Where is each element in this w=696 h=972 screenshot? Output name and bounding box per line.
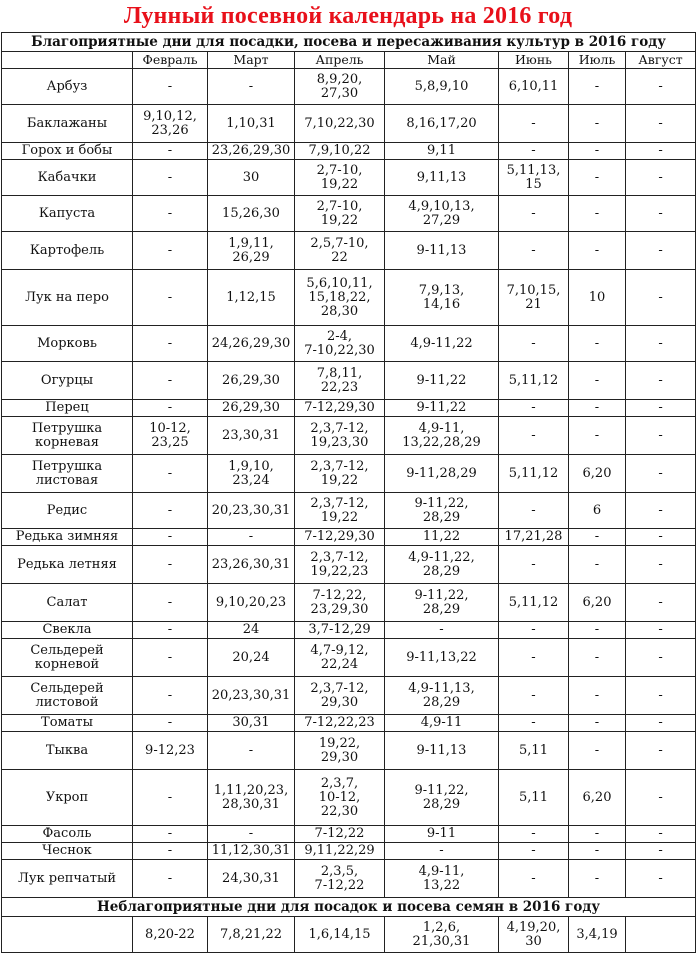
day-cell: -: [626, 455, 696, 493]
day-cell: 30: [208, 160, 295, 196]
crop-name: Горох и бобы: [2, 143, 133, 160]
crop-name: Тыква: [2, 732, 133, 770]
day-cell: -: [133, 622, 208, 639]
day-cell: -: [499, 860, 569, 898]
table-row: [2, 715, 696, 732]
day-cell: 9-11,13: [385, 232, 499, 270]
crop-name: Сельдерей листовой: [2, 677, 133, 715]
day-cell: 9,10,20,23: [208, 584, 295, 622]
day-cell: 5,11: [499, 732, 569, 770]
day-cell: -: [626, 362, 696, 400]
day-cell: -: [499, 546, 569, 584]
day-cell: -: [569, 732, 626, 770]
day-cell: -: [133, 677, 208, 715]
day-cell: -: [569, 143, 626, 160]
unfavorable-day-cell: 4,19,20, 30: [499, 917, 569, 953]
day-cell: 9-11,22, 28,29: [385, 493, 499, 529]
day-cell: -: [133, 546, 208, 584]
crop-name: Арбуз: [2, 69, 133, 105]
day-cell: 9-11: [385, 826, 499, 843]
day-cell: 1,11,20,23, 28,30,31: [208, 770, 295, 826]
unfavorable-day-cell: 1,2,6, 21,30,31: [385, 917, 499, 953]
crop-name: Огурцы: [2, 362, 133, 400]
day-cell: 2,3,7-12, 19,23,30: [295, 417, 385, 455]
unfavorable-days-heading: Неблагоприятные дни для посадок и посева семян в 2016 году: [2, 898, 696, 917]
table-row: [2, 732, 696, 770]
day-cell: -: [626, 546, 696, 584]
crop-name: Томаты: [2, 715, 133, 732]
day-cell: 6: [569, 493, 626, 529]
day-cell: 7-12,22: [295, 826, 385, 843]
day-cell: 9-11,28,29: [385, 455, 499, 493]
day-cell: 24,30,31: [208, 860, 295, 898]
day-cell: -: [499, 715, 569, 732]
day-cell: -: [626, 493, 696, 529]
day-cell: -: [133, 770, 208, 826]
day-cell: 30,31: [208, 715, 295, 732]
crop-name: Петрушка корневая: [2, 417, 133, 455]
table-row: [2, 143, 696, 160]
day-cell: 10: [569, 270, 626, 326]
day-cell: 9-11,13: [385, 732, 499, 770]
table-row: [2, 529, 696, 546]
unfavorable-day-cell: 1,6,14,15: [295, 917, 385, 953]
table-row: [2, 105, 696, 143]
day-cell: 7-12,22, 23,29,30: [295, 584, 385, 622]
day-cell: -: [626, 69, 696, 105]
day-cell: -: [133, 160, 208, 196]
day-cell: -: [133, 143, 208, 160]
day-cell: -: [626, 160, 696, 196]
day-cell: -: [133, 196, 208, 232]
table-row: [2, 417, 696, 455]
day-cell: -: [499, 843, 569, 860]
crop-column-header: [2, 52, 133, 69]
day-cell: -: [499, 143, 569, 160]
crop-name: Фасоль: [2, 826, 133, 843]
crop-name: Лук репчатый: [2, 860, 133, 898]
day-cell: -: [626, 732, 696, 770]
day-cell: -: [208, 529, 295, 546]
table-row: [2, 826, 696, 843]
day-cell: -: [133, 270, 208, 326]
day-cell: -: [626, 843, 696, 860]
day-cell: 5,11,12: [499, 362, 569, 400]
day-cell: 2,3,7, 10-12, 22,30: [295, 770, 385, 826]
day-cell: 23,30,31: [208, 417, 295, 455]
day-cell: 2,3,5, 7-12,22: [295, 860, 385, 898]
favorable-days-heading: Благоприятные дни для посадки, посева и пересаживания культур в 2016 году: [2, 33, 696, 52]
day-cell: 23,26,29,30: [208, 143, 295, 160]
day-cell: 6,20: [569, 770, 626, 826]
day-cell: 7-12,22,23: [295, 715, 385, 732]
table-row: [2, 639, 696, 677]
day-cell: -: [626, 529, 696, 546]
day-cell: -: [499, 400, 569, 417]
table-row: [2, 362, 696, 400]
sowing-calendar-table: [1, 32, 696, 953]
day-cell: -: [569, 69, 626, 105]
day-cell: -: [133, 826, 208, 843]
day-cell: -: [626, 677, 696, 715]
table-row: [2, 69, 696, 105]
day-cell: 26,29,30: [208, 362, 295, 400]
table-row: [2, 400, 696, 417]
day-cell: -: [499, 622, 569, 639]
day-cell: 10-12, 23,25: [133, 417, 208, 455]
month-header: Июнь: [499, 52, 569, 69]
day-cell: -: [569, 677, 626, 715]
day-cell: -: [499, 232, 569, 270]
day-cell: 1,10,31: [208, 105, 295, 143]
day-cell: -: [626, 770, 696, 826]
day-cell: -: [133, 843, 208, 860]
table-row: [2, 677, 696, 715]
day-cell: 4,9-11,22, 28,29: [385, 546, 499, 584]
day-cell: 4,9-11, 13,22,28,29: [385, 417, 499, 455]
table-row: [2, 493, 696, 529]
day-cell: -: [569, 546, 626, 584]
day-cell: -: [499, 105, 569, 143]
unfavorable-day-cell: 3,4,19: [569, 917, 626, 953]
day-cell: -: [626, 622, 696, 639]
day-cell: 8,16,17,20: [385, 105, 499, 143]
day-cell: 6,20: [569, 455, 626, 493]
crop-name: Перец: [2, 400, 133, 417]
day-cell: 9,11: [385, 143, 499, 160]
day-cell: -: [569, 826, 626, 843]
day-cell: 8,9,20, 27,30: [295, 69, 385, 105]
day-cell: -: [626, 860, 696, 898]
day-cell: -: [569, 400, 626, 417]
day-cell: -: [133, 232, 208, 270]
day-cell: -: [499, 417, 569, 455]
day-cell: 20,24: [208, 639, 295, 677]
table-row: [2, 455, 696, 493]
day-cell: -: [569, 362, 626, 400]
day-cell: -: [626, 400, 696, 417]
crop-name: Капуста: [2, 196, 133, 232]
day-cell: 2-4, 7-10,22,30: [295, 326, 385, 362]
day-cell: -: [133, 326, 208, 362]
unfavorable-days-row: [2, 917, 696, 953]
day-cell: -: [569, 105, 626, 143]
crop-name: Редис: [2, 493, 133, 529]
day-cell: -: [569, 196, 626, 232]
day-cell: 9-11,13,22: [385, 639, 499, 677]
day-cell: -: [499, 493, 569, 529]
day-cell: 9,11,22,29: [295, 843, 385, 860]
month-header: Май: [385, 52, 499, 69]
day-cell: -: [569, 417, 626, 455]
table-row: [2, 584, 696, 622]
crop-name: Петрушка листовая: [2, 455, 133, 493]
day-cell: -: [569, 529, 626, 546]
day-cell: 26,29,30: [208, 400, 295, 417]
day-cell: 19,22, 29,30: [295, 732, 385, 770]
crop-name: Редька летняя: [2, 546, 133, 584]
months-header-row: [2, 52, 696, 69]
day-cell: 9-11,22, 28,29: [385, 770, 499, 826]
day-cell: 1,9,11, 26,29: [208, 232, 295, 270]
table-row: [2, 160, 696, 196]
day-cell: 1,9,10, 23,24: [208, 455, 295, 493]
day-cell: -: [133, 584, 208, 622]
day-cell: -: [133, 493, 208, 529]
day-cell: -: [133, 639, 208, 677]
day-cell: -: [569, 860, 626, 898]
day-cell: -: [133, 455, 208, 493]
day-cell: -: [133, 362, 208, 400]
day-cell: 2,5,7-10, 22: [295, 232, 385, 270]
day-cell: -: [208, 732, 295, 770]
crop-name: Чеснок: [2, 843, 133, 860]
day-cell: -: [133, 529, 208, 546]
crop-name: Сельдерей корневой: [2, 639, 133, 677]
day-cell: 2,7-10, 19,22: [295, 196, 385, 232]
day-cell: -: [133, 715, 208, 732]
day-cell: -: [208, 69, 295, 105]
day-cell: 2,3,7-12, 19,22: [295, 493, 385, 529]
table-row: [2, 860, 696, 898]
day-cell: 4,9,10,13, 27,29: [385, 196, 499, 232]
day-cell: -: [626, 826, 696, 843]
day-cell: -: [385, 843, 499, 860]
table-body: [2, 33, 696, 953]
crop-name: Кабачки: [2, 160, 133, 196]
crop-name: Лук на перо: [2, 270, 133, 326]
day-cell: -: [499, 326, 569, 362]
day-cell: 9,10,12, 23,26: [133, 105, 208, 143]
day-cell: 2,3,7-12, 19,22: [295, 455, 385, 493]
day-cell: -: [208, 826, 295, 843]
crop-name: Свекла: [2, 622, 133, 639]
day-cell: -: [133, 400, 208, 417]
page-title: Лунный посевной календарь на 2016 год: [123, 3, 573, 29]
day-cell: 5,11,12: [499, 455, 569, 493]
day-cell: 7,10,22,30: [295, 105, 385, 143]
day-cell: -: [626, 417, 696, 455]
day-cell: -: [133, 69, 208, 105]
day-cell: -: [569, 326, 626, 362]
day-cell: 6,20: [569, 584, 626, 622]
unfavorable-day-cell: [626, 917, 696, 953]
day-cell: 9-11,22: [385, 362, 499, 400]
day-cell: -: [385, 622, 499, 639]
day-cell: -: [499, 826, 569, 843]
day-cell: 7,9,10,22: [295, 143, 385, 160]
section-header-row: [2, 898, 696, 917]
table-row: [2, 326, 696, 362]
unfavorable-day-cell: 7,8,21,22: [208, 917, 295, 953]
day-cell: 24: [208, 622, 295, 639]
day-cell: 6,10,11: [499, 69, 569, 105]
day-cell: -: [569, 160, 626, 196]
day-cell: 5,8,9,10: [385, 69, 499, 105]
crop-name: Морковь: [2, 326, 133, 362]
day-cell: 4,9-11: [385, 715, 499, 732]
day-cell: 7-12,29,30: [295, 400, 385, 417]
table-row: [2, 270, 696, 326]
day-cell: -: [626, 270, 696, 326]
day-cell: -: [499, 196, 569, 232]
day-cell: -: [133, 860, 208, 898]
day-cell: 7,9,13, 14,16: [385, 270, 499, 326]
month-header: Август: [626, 52, 696, 69]
table-row: [2, 843, 696, 860]
day-cell: 15,26,30: [208, 196, 295, 232]
day-cell: 7,8,11, 22,23: [295, 362, 385, 400]
day-cell: 3,7-12,29: [295, 622, 385, 639]
day-cell: -: [499, 639, 569, 677]
day-cell: -: [626, 105, 696, 143]
day-cell: 5,11,12: [499, 584, 569, 622]
month-header: Март: [208, 52, 295, 69]
day-cell: 4,9-11,13, 28,29: [385, 677, 499, 715]
crop-name: Картофель: [2, 232, 133, 270]
unfavorable-day-cell: [2, 917, 133, 953]
table-row: [2, 622, 696, 639]
day-cell: 9-11,22: [385, 400, 499, 417]
day-cell: -: [626, 584, 696, 622]
month-header: Июль: [569, 52, 626, 69]
table-row: [2, 546, 696, 584]
table-row: [2, 770, 696, 826]
day-cell: 20,23,30,31: [208, 677, 295, 715]
day-cell: 4,9-11, 13,22: [385, 860, 499, 898]
crop-name: Баклажаны: [2, 105, 133, 143]
day-cell: -: [569, 639, 626, 677]
day-cell: 7-12,29,30: [295, 529, 385, 546]
day-cell: -: [626, 326, 696, 362]
month-header: Апрель: [295, 52, 385, 69]
day-cell: -: [569, 843, 626, 860]
day-cell: 5,6,10,11, 15,18,22, 28,30: [295, 270, 385, 326]
day-cell: -: [626, 715, 696, 732]
day-cell: 11,12,30,31: [208, 843, 295, 860]
section-header-row: [2, 33, 696, 52]
crop-name: Укроп: [2, 770, 133, 826]
day-cell: 9-11,22, 28,29: [385, 584, 499, 622]
day-cell: 7,10,15, 21: [499, 270, 569, 326]
unfavorable-day-cell: 8,20-22: [133, 917, 208, 953]
day-cell: -: [626, 196, 696, 232]
day-cell: -: [569, 622, 626, 639]
day-cell: -: [626, 639, 696, 677]
table-row: [2, 232, 696, 270]
day-cell: 2,7-10, 19,22: [295, 160, 385, 196]
crop-name: Редька зимняя: [2, 529, 133, 546]
day-cell: 17,21,28: [499, 529, 569, 546]
day-cell: 23,26,30,31: [208, 546, 295, 584]
day-cell: 11,22: [385, 529, 499, 546]
day-cell: 2,3,7-12, 29,30: [295, 677, 385, 715]
day-cell: 5,11: [499, 770, 569, 826]
day-cell: 2,3,7-12, 19,22,23: [295, 546, 385, 584]
day-cell: 20,23,30,31: [208, 493, 295, 529]
day-cell: -: [626, 143, 696, 160]
day-cell: 24,26,29,30: [208, 326, 295, 362]
day-cell: 4,7-9,12, 22,24: [295, 639, 385, 677]
day-cell: -: [569, 232, 626, 270]
table-row: [2, 196, 696, 232]
month-header: Февраль: [133, 52, 208, 69]
day-cell: -: [569, 715, 626, 732]
crop-name: Салат: [2, 584, 133, 622]
day-cell: 9-12,23: [133, 732, 208, 770]
day-cell: -: [626, 232, 696, 270]
day-cell: 1,12,15: [208, 270, 295, 326]
day-cell: 9,11,13: [385, 160, 499, 196]
day-cell: 4,9-11,22: [385, 326, 499, 362]
day-cell: -: [499, 677, 569, 715]
day-cell: 5,11,13, 15: [499, 160, 569, 196]
